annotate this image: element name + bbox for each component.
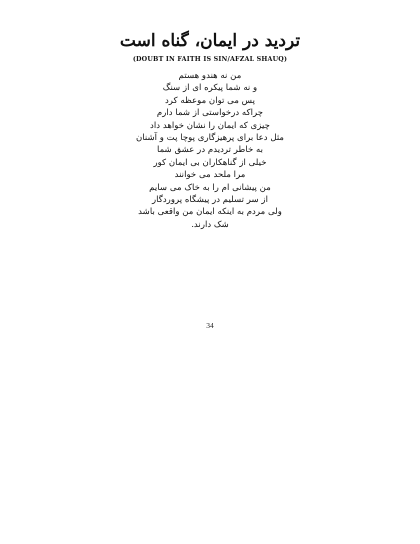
poem-title: تردید در ایمان، گناه است <box>119 31 301 51</box>
poem-line: مرا ملحد می خوانند <box>174 170 246 181</box>
poem-line: شک دارند. <box>191 219 229 230</box>
poem-line: به خاطر تردیدم در عشق شما <box>156 145 264 156</box>
poem-body <box>110 70 310 231</box>
poem-line: و نه شما پیکره ای از سنگ <box>162 83 258 94</box>
poem-line: چیزی که ایمان را نشان خواهد داد <box>150 120 270 131</box>
poem-line: خیلی از گناهکاران بی ایمان کور <box>153 157 267 168</box>
poem-line: چراکه درخواستی از شما دارم <box>156 108 264 119</box>
poem-line: مثل دعا برای پرهیزگاری پوچا پت و آشنان <box>135 133 285 144</box>
poem-line: از سر تسلیم در پیشگاه پروردگار <box>152 195 268 206</box>
page-number: 34 <box>206 321 214 330</box>
poem-line: من نه هندو هستم <box>178 71 242 81</box>
poem-line: ولی مردم به اینکه ایمان من واقعی باشد <box>138 207 282 218</box>
poem-subtitle: (DOUBT IN FAITH IS SIN/AFZAL SHAUQ) <box>132 56 288 63</box>
poem-line: من پیشانی ام را به خاک می سایم <box>149 182 271 193</box>
poem-line: پس می توان موعظه کرد <box>164 95 256 106</box>
